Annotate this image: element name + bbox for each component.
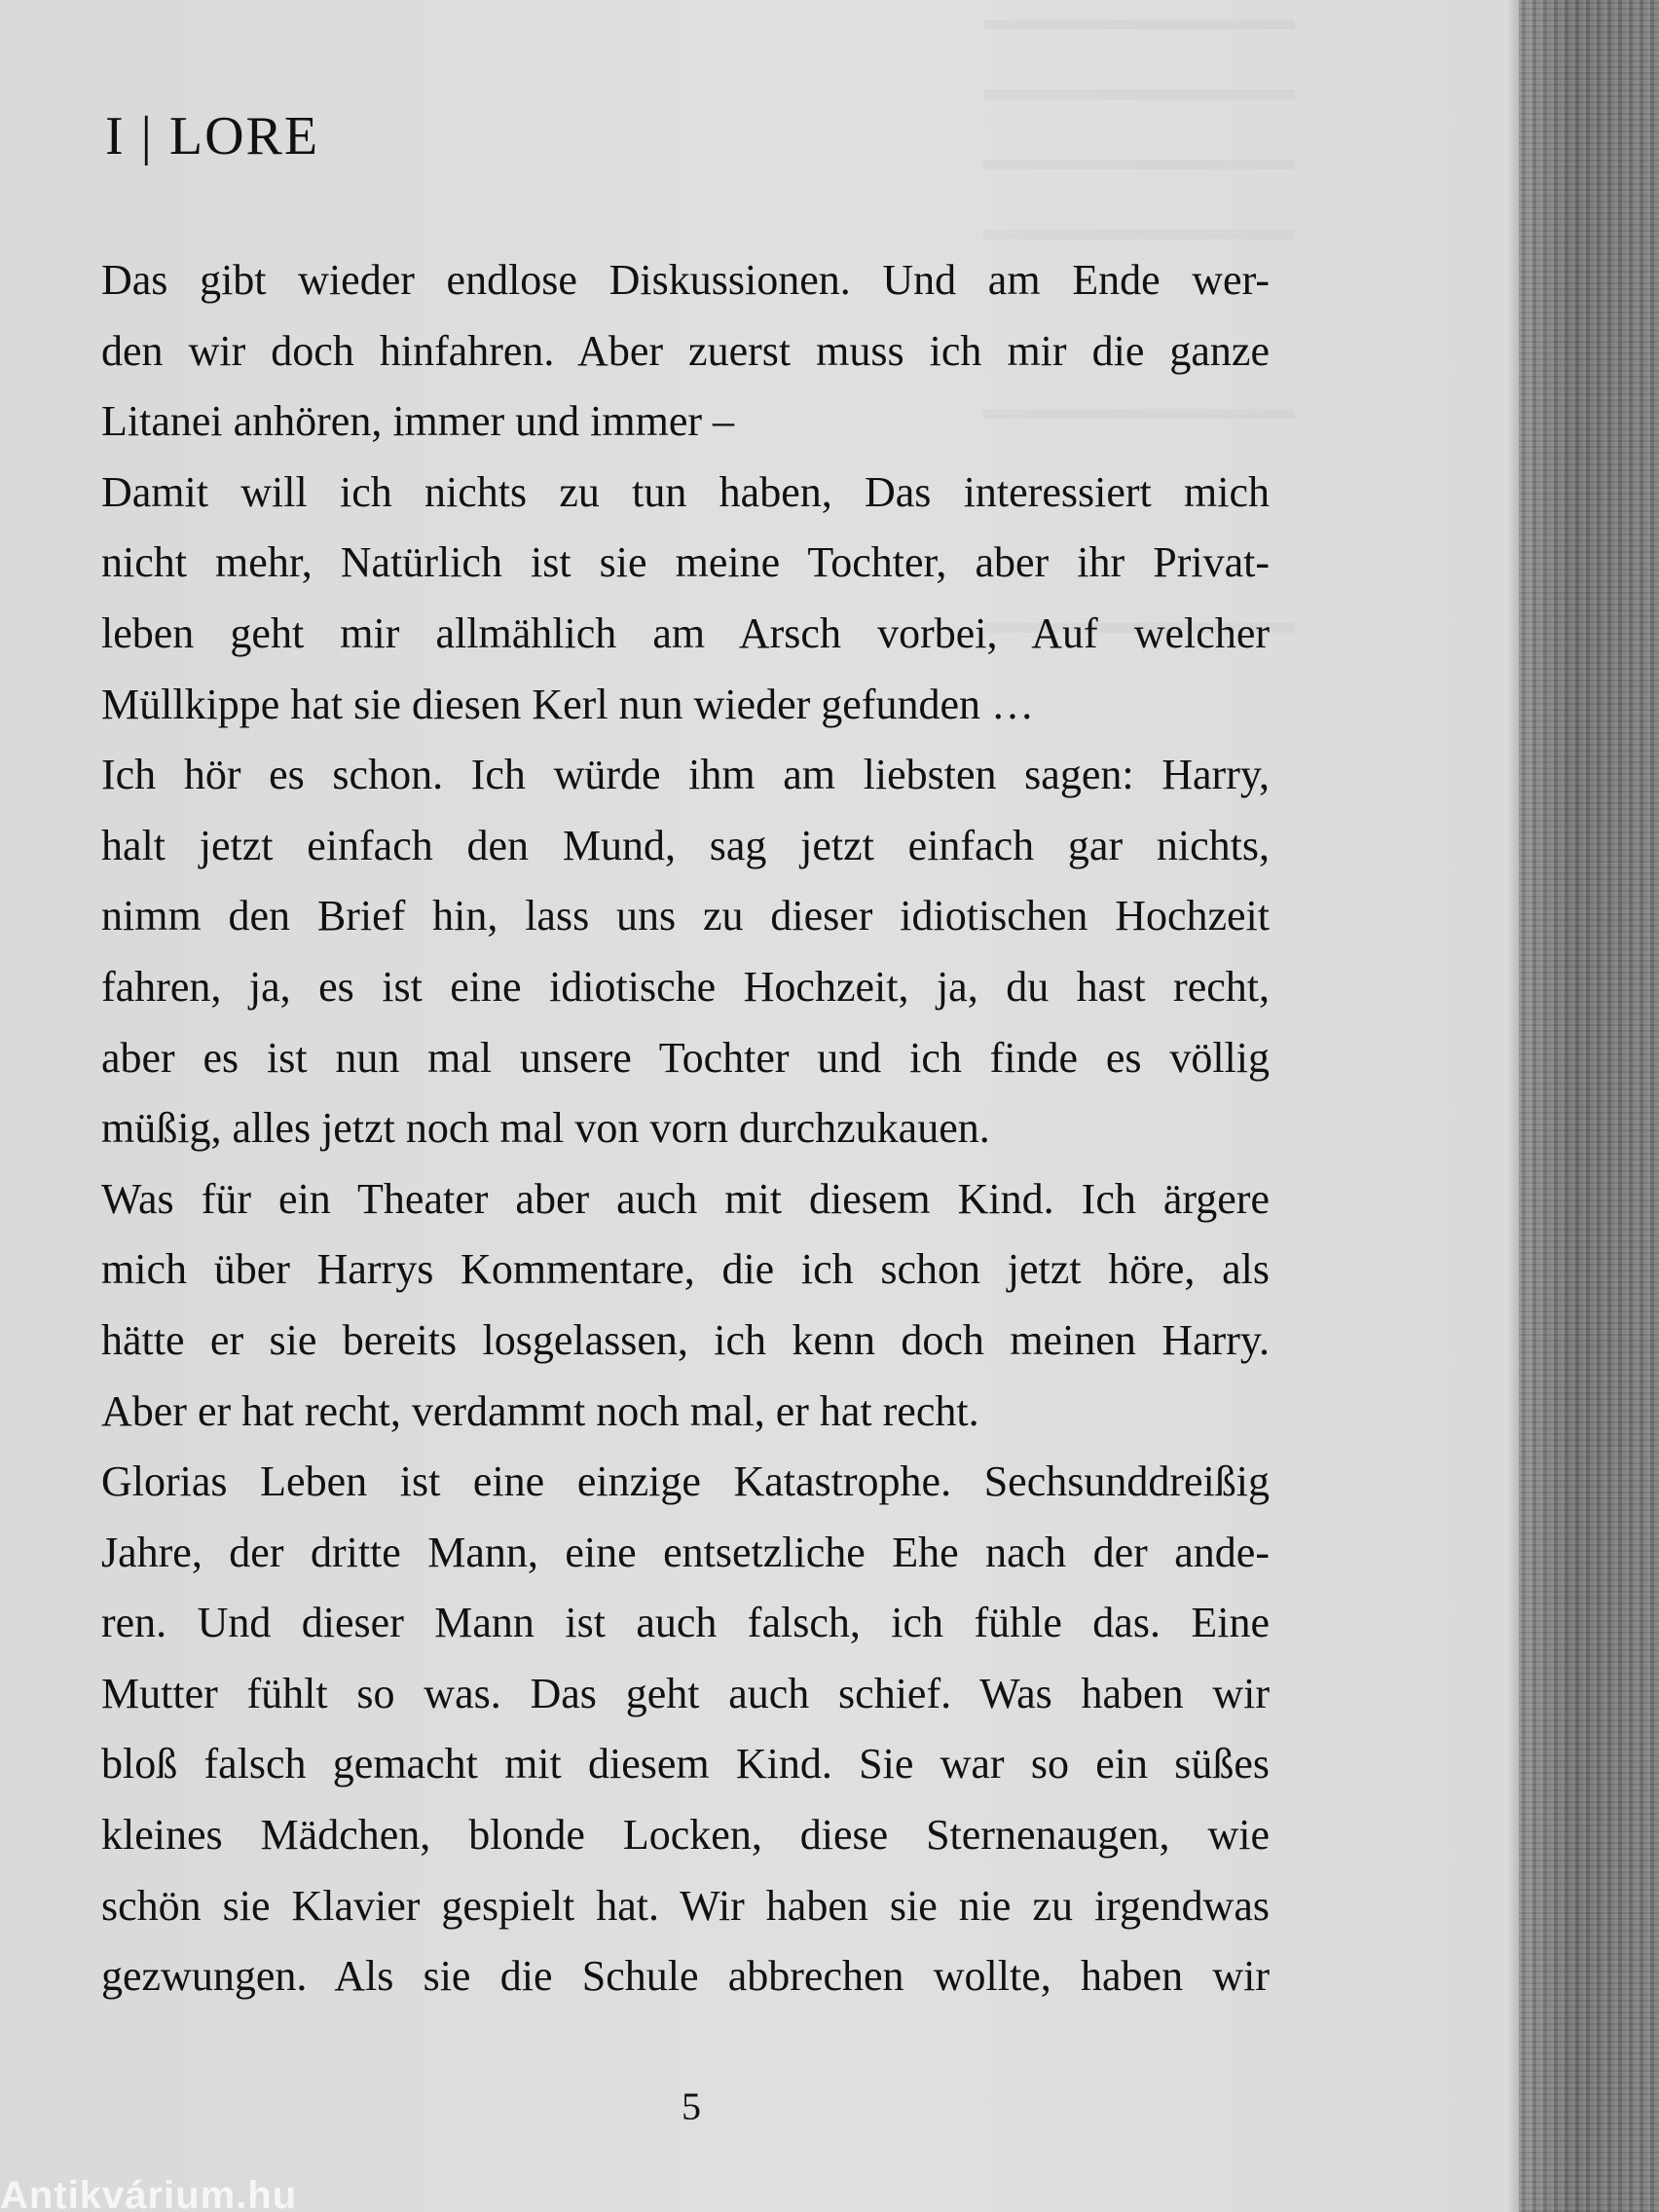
text-line: ren. Und dieser Mann ist auch falsch, ich fühle das. Eine — [101, 1599, 1270, 1647]
watermark: Antikvárium.hu — [0, 2174, 298, 2212]
text-line: Mutter fühlt so was. Das geht auch schief. Was haben wir — [101, 1669, 1270, 1717]
text-line: halt jetzt einfach den Mund, sag jetzt einfach gar nichts, — [101, 821, 1270, 869]
text-line: müßig, alles jetzt noch mal von vorn durchzukauen. — [101, 1104, 990, 1153]
text-line: Jahre, der dritte Mann, eine entsetzliche Ehe nach der ande- — [101, 1528, 1270, 1576]
text-line: Was für ein Theater aber auch mit diesem Kind. Ich ärgere — [101, 1174, 1270, 1223]
text-line: Glorias Leben ist eine einzige Katastrophe. Sechsunddreißig — [101, 1457, 1270, 1506]
text-line: aber es ist nun mal unsere Tochter und ich finde es völlig — [101, 1033, 1270, 1082]
text-line: schön sie Klavier gespielt hat. Wir haben sie nie zu irgendwas — [101, 1881, 1270, 1930]
text-line: gezwungen. Als sie die Schule abbrechen wollte, haben wir — [101, 1952, 1270, 2001]
chapter-title: I | LORE — [105, 106, 320, 166]
text-line: Ich hör es schon. Ich würde ihm am liebsten sagen: Harry, — [101, 751, 1270, 799]
text-line: Litanei anhören, immer und immer – — [101, 397, 735, 446]
background-surface — [1519, 0, 1659, 2212]
text-line: kleines Mädchen, blonde Locken, diese Sternenaugen, wie — [101, 1811, 1270, 1860]
text-line: den wir doch hinfahren. Aber zuerst muss ich mir die ganze — [101, 326, 1270, 375]
text-line: leben geht mir allmählich am Arsch vorbei, Auf welcher — [101, 608, 1270, 657]
text-line: bloß falsch gemacht mit diesem Kind. Sie war so ein süßes — [101, 1740, 1270, 1788]
text-line: Damit will ich nichts zu tun haben, Das interessiert mich — [101, 467, 1270, 516]
page-number: 5 — [682, 2084, 701, 2128]
body-text — [101, 245, 1270, 2012]
text-line: mich über Harrys Kommentare, die ich schon jetzt höre, als — [101, 1245, 1270, 1294]
text-line: Das gibt wieder endlose Diskussionen. Und am Ende wer- — [101, 256, 1270, 304]
text-line: Aber er hat recht, verdammt noch mal, er hat recht. — [101, 1386, 979, 1435]
text-line: Müllkippe hat sie diesen Kerl nun wieder gefunden … — [101, 680, 1034, 728]
text-line: nimm den Brief hin, lass uns zu dieser idiotischen Hochzeit — [101, 892, 1270, 940]
text-line: nicht mehr, Natürlich ist sie meine Tochter, aber ihr Privat- — [101, 538, 1270, 587]
text-line: hätte er sie bereits losgelassen, ich kenn doch meinen Harry. — [101, 1315, 1270, 1364]
text-line: fahren, ja, es ist eine idiotische Hochzeit, ja, du hast recht, — [101, 962, 1270, 1011]
